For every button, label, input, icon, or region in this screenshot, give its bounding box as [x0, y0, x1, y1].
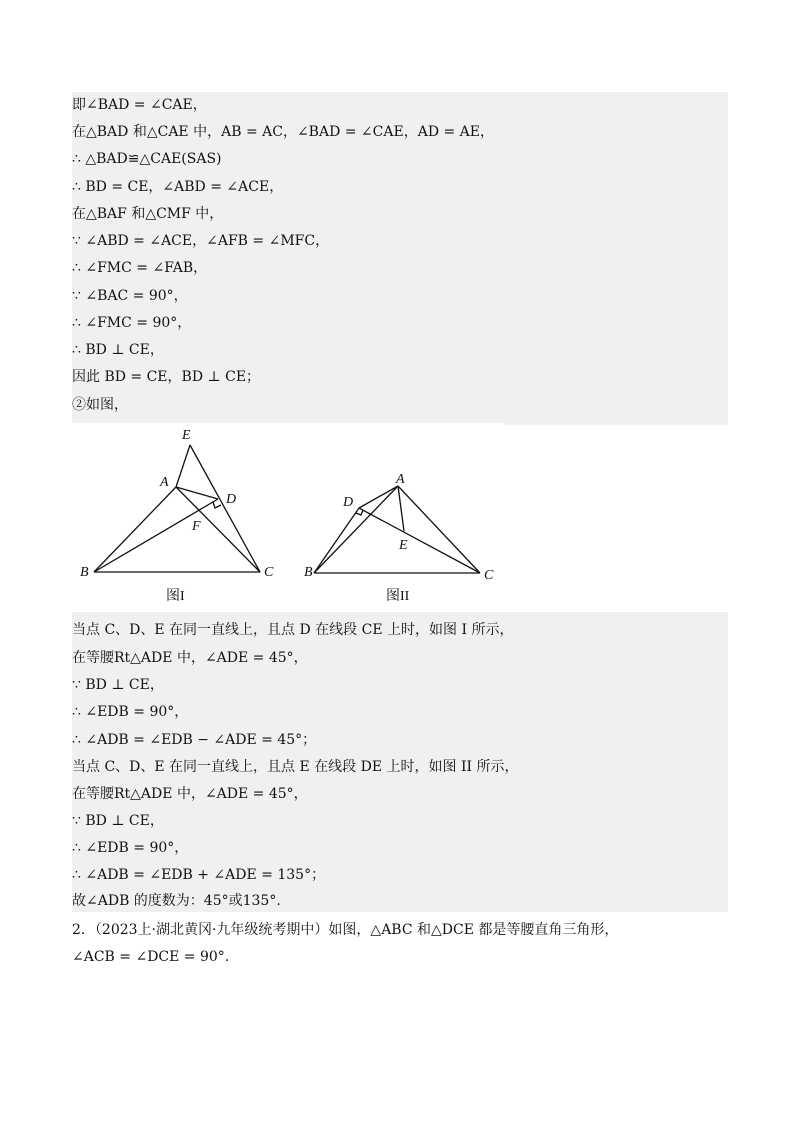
fig2-label-b: B [304, 565, 313, 580]
solution-line: 因此 BD = CE，BD ⊥ CE； [72, 369, 261, 385]
fig1-label-c: C [264, 565, 274, 580]
fig1-segment-ae [176, 445, 190, 487]
fig2-segment-bd [314, 508, 359, 573]
solution-line: ∵ ∠ABD = ∠ACE，∠AFB = ∠MFC， [72, 233, 330, 249]
fig1-label-a: A [160, 475, 169, 490]
fig1-label-f: F [192, 519, 201, 534]
solution-line: ∴ ∠EDB = 90°， [72, 704, 189, 720]
problem-2-stem: 2．（2023上·湖北黄冈·九年级统考期中）如图，△ABC 和△DCE 都是等腰直角三角形， [72, 922, 619, 938]
fig2-segment-ac [398, 486, 480, 573]
solution-line: ②如图， [72, 397, 128, 413]
fig1-label-d: D [226, 492, 237, 507]
geometry-figures [72, 423, 504, 610]
fig2-segment-da [359, 486, 398, 508]
fig1-segment-bd [94, 499, 218, 572]
figure-1 [94, 445, 260, 572]
fig2-label-d: D [343, 495, 354, 510]
fig1-caption: 图I [166, 589, 185, 604]
geometry-figure-panel [72, 423, 504, 610]
solution-line: ∴ ∠FMC = 90°， [72, 315, 192, 331]
solution-line: ∴ ∠FMC = ∠FAB， [72, 260, 208, 276]
solution-line: 即∠BAD = ∠CAE， [72, 97, 207, 113]
solution-line: 在等腰Rt△ADE 中，∠ADE = 45°， [72, 786, 308, 802]
fig2-segment-dc [359, 508, 480, 573]
problem-2-condition: ∠ACB = ∠DCE = 90°. [72, 949, 230, 965]
solution-line: ∴ △BAD≌△CAE(SAS) [72, 151, 222, 167]
solution-line: 在△BAF 和△CMF 中， [72, 206, 224, 222]
solution-line: ∵ BD ⊥ CE， [72, 813, 164, 829]
fig2-caption: 图II [386, 589, 410, 604]
fig2-segment-ae [398, 486, 404, 531]
fig1-label-b: B [80, 565, 89, 580]
fig1-label-e: E [182, 428, 191, 443]
fig2-label-e: E [399, 538, 408, 553]
solution-line: ∴ ∠EDB = 90°， [72, 840, 189, 856]
solution-line: 在等腰Rt△ADE 中，∠ADE = 45°， [72, 650, 308, 666]
solution-line: 当点 C、D、E 在同一直线上，且点 E 在线段 DE 上时，如图 II 所示， [72, 759, 519, 775]
fig2-label-a: A [396, 472, 405, 487]
solution-line: ∵ BD ⊥ CE， [72, 677, 164, 693]
fig1-segment-ba [94, 487, 176, 572]
solution-line: ∴ ∠ADB = ∠EDB − ∠ADE = 45°； [72, 732, 317, 748]
solution-line: 故∠ADB 的度数为：45°或135°. [72, 893, 281, 909]
figure-2 [314, 486, 480, 573]
solution-line: 当点 C、D、E 在同一直线上，且点 D 在线段 CE 上时，如图 I 所示， [72, 622, 514, 638]
fig2-segment-ba [314, 486, 398, 573]
fig1-segment-ec [190, 445, 260, 572]
solution-line: ∴ ∠ADB = ∠EDB + ∠ADE = 135°； [72, 867, 326, 883]
fig2-label-c: C [484, 568, 494, 583]
fig1-right-angle-mark [213, 502, 221, 508]
solution-line: ∴ BD = CE，∠ABD = ∠ACE， [72, 179, 284, 195]
solution-line: ∵ ∠BAC = 90°， [72, 288, 188, 304]
solution-line: 在△BAD 和△CAE 中，AB = AC，∠BAD = ∠CAE，AD = AE， [72, 124, 495, 140]
solution-line: ∴ BD ⊥ CE， [72, 342, 164, 358]
